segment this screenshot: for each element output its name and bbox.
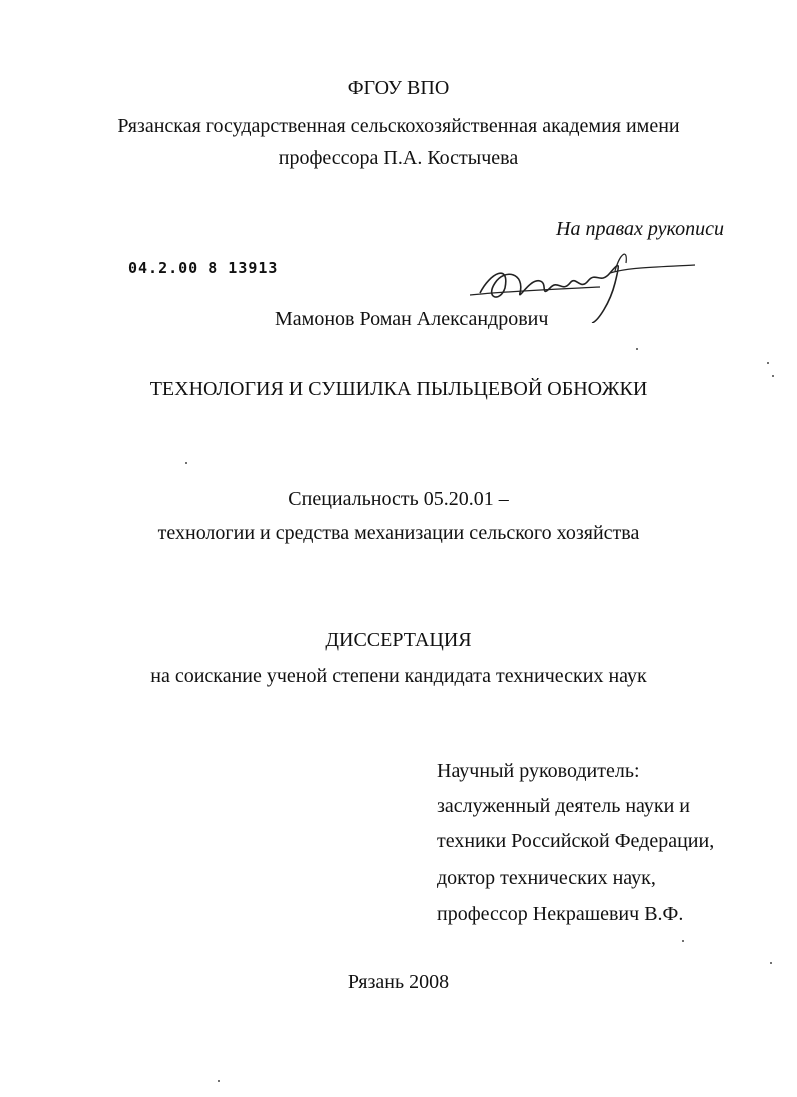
registration-number: 04.2.00 8 13913 [128,259,279,277]
academy-line-1: Рязанская государственная сельскохозяйственная академия имени [117,115,680,137]
scan-speck [218,1080,220,1082]
specialty-line-2: технологии и средства механизации сельского хозяйства [157,522,640,544]
thesis-title: ТЕХНОЛОГИЯ И СУШИЛКА ПЫЛЬЦЕВОЙ ОБНОЖКИ [149,378,648,400]
scan-speck [772,375,774,377]
scan-speck [767,362,769,364]
supervisor-line: техники Российской Федерации, [437,830,715,852]
supervisor-line: Научный руководитель: [437,760,640,782]
manuscript-note: На правах рукописи [556,218,724,240]
academy-line-2: профессора П.А. Костычева [278,147,519,169]
supervisor-line: профессор Некрашевич В.Ф. [437,903,684,925]
scan-speck [682,940,684,942]
supervisor-line: доктор технических наук, [437,867,656,889]
specialty-line-1: Специальность 05.20.01 – [288,488,509,510]
supervisor-line: заслуженный деятель науки и [437,795,691,817]
author-name: Мамонов Роман Александрович [275,308,549,330]
scan-speck [636,348,638,350]
dissertation-subheading: на соискание ученой степени кандидата технических наук [150,665,647,687]
dissertation-heading: ДИССЕРТАЦИЯ [325,629,472,651]
city-year: Рязань 2008 [347,971,450,993]
scan-speck [185,462,187,464]
org-name: ФГОУ ВПО [347,77,450,99]
scan-speck [770,962,772,964]
